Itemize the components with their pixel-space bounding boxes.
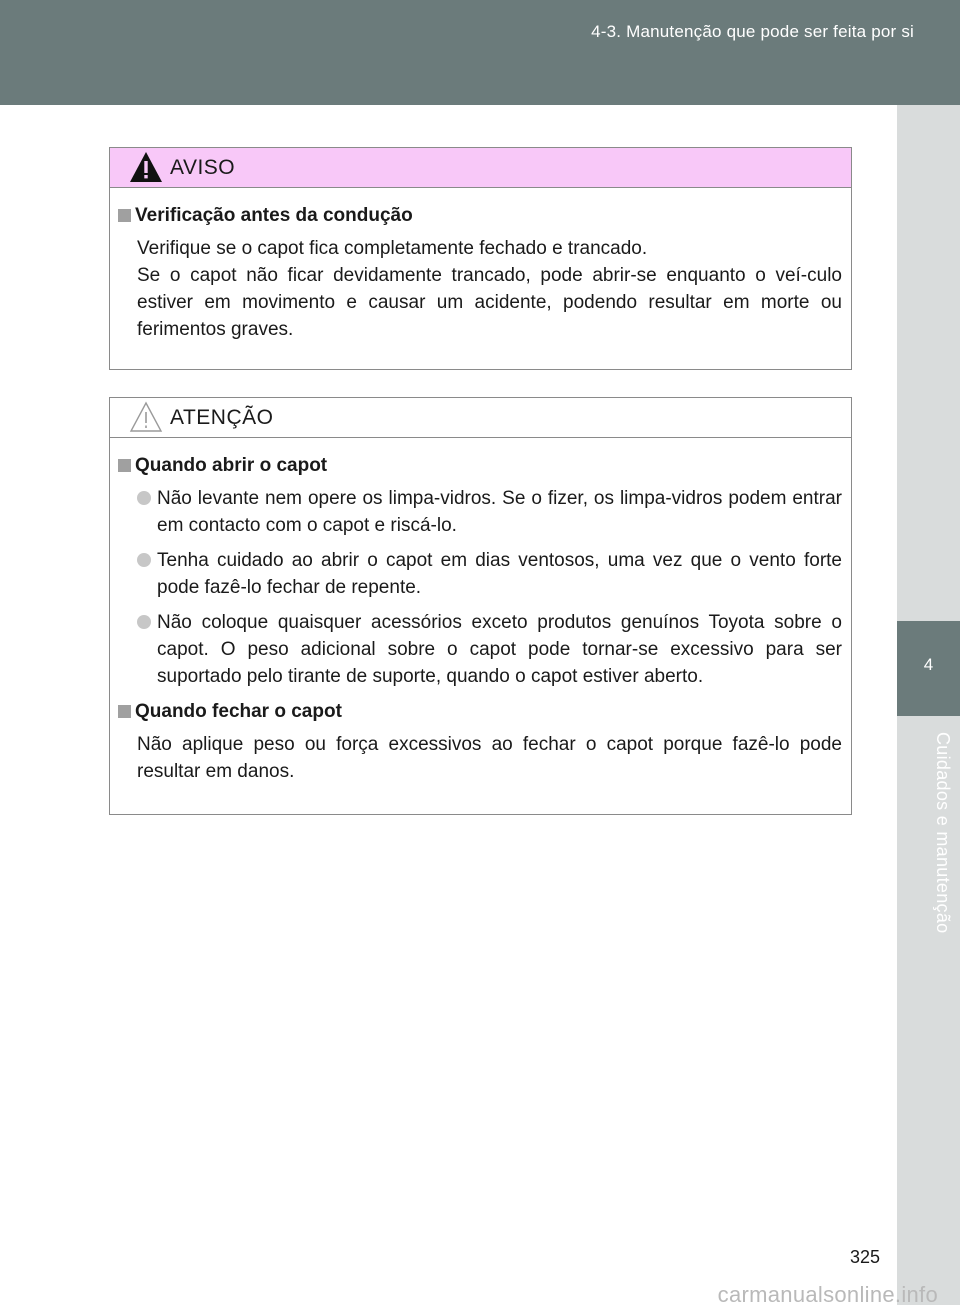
list-item-text: Não coloque quaisquer acessórios exceto produtos genuínos Toyota sobre o capot. O peso adicional sobre o capot pode tornar-se excessivo para ser suportado pelo tirante de suporte, quando o capot estiver aberto.: [157, 612, 842, 687]
list-item: [137, 609, 842, 690]
square-bullet-icon: [118, 705, 131, 718]
section-title-text: Quando fechar o capot: [135, 701, 342, 722]
paragraph: Verifique se o capot fica completamente fechado e trancado.: [137, 238, 648, 259]
watermark: carmanualsonline.info: [717, 1282, 938, 1307]
notice-label: ATENÇÃO: [170, 406, 274, 429]
notice-box-header: [110, 398, 851, 438]
list-item-text: Tenha cuidado ao abrir o capot em dias ventosos, uma vez que o vento forte pode fazê-lo fechar de repente.: [157, 550, 842, 598]
paragraph: Não aplique peso ou força excessivos ao fechar o capot porque fazê-lo pode resultar em danos.: [137, 734, 842, 782]
caution-triangle-outline-icon: [128, 400, 164, 434]
circle-bullet-icon: [137, 553, 151, 567]
notice-box-body: [110, 438, 851, 785]
paragraph: Se o capot não ficar devidamente trancado, pode abrir-se enquanto o veí-culo estiver em movimento e causar um acidente, podendo resultar em morte ou ferimentos graves.: [137, 265, 842, 340]
warning-box-header: [110, 148, 851, 188]
warning-box-body: [110, 188, 851, 343]
list-item: [137, 485, 842, 539]
section-title-text: Quando abrir o capot: [135, 455, 328, 476]
circle-bullet-icon: [137, 615, 151, 629]
section-title: [118, 452, 842, 479]
square-bullet-icon: [118, 459, 131, 472]
section-title: [118, 202, 842, 229]
chapter-label: Cuidados e manutenção: [933, 732, 953, 934]
warning-triangle-icon: [128, 150, 164, 184]
page-number: 325: [850, 1247, 881, 1267]
section-title-text: Verificação antes da condução: [135, 205, 413, 226]
list-item: [137, 547, 842, 601]
section-title: [118, 698, 842, 725]
square-bullet-icon: [118, 209, 131, 222]
circle-bullet-icon: [137, 491, 151, 505]
header-bar: [0, 0, 960, 105]
warning-label: AVISO: [170, 156, 236, 179]
warning-box: [109, 147, 852, 370]
side-tab: [897, 105, 960, 1305]
chapter-title: 4-3. Manutenção que pode ser feita por si: [591, 22, 914, 41]
list-item-text: Não levante nem opere os limpa-vidros. Se o fizer, os limpa-vidros podem entrar em contacto com o capot e riscá-lo.: [157, 488, 842, 536]
notice-box: [109, 397, 852, 815]
chapter-number: 4: [923, 655, 934, 674]
